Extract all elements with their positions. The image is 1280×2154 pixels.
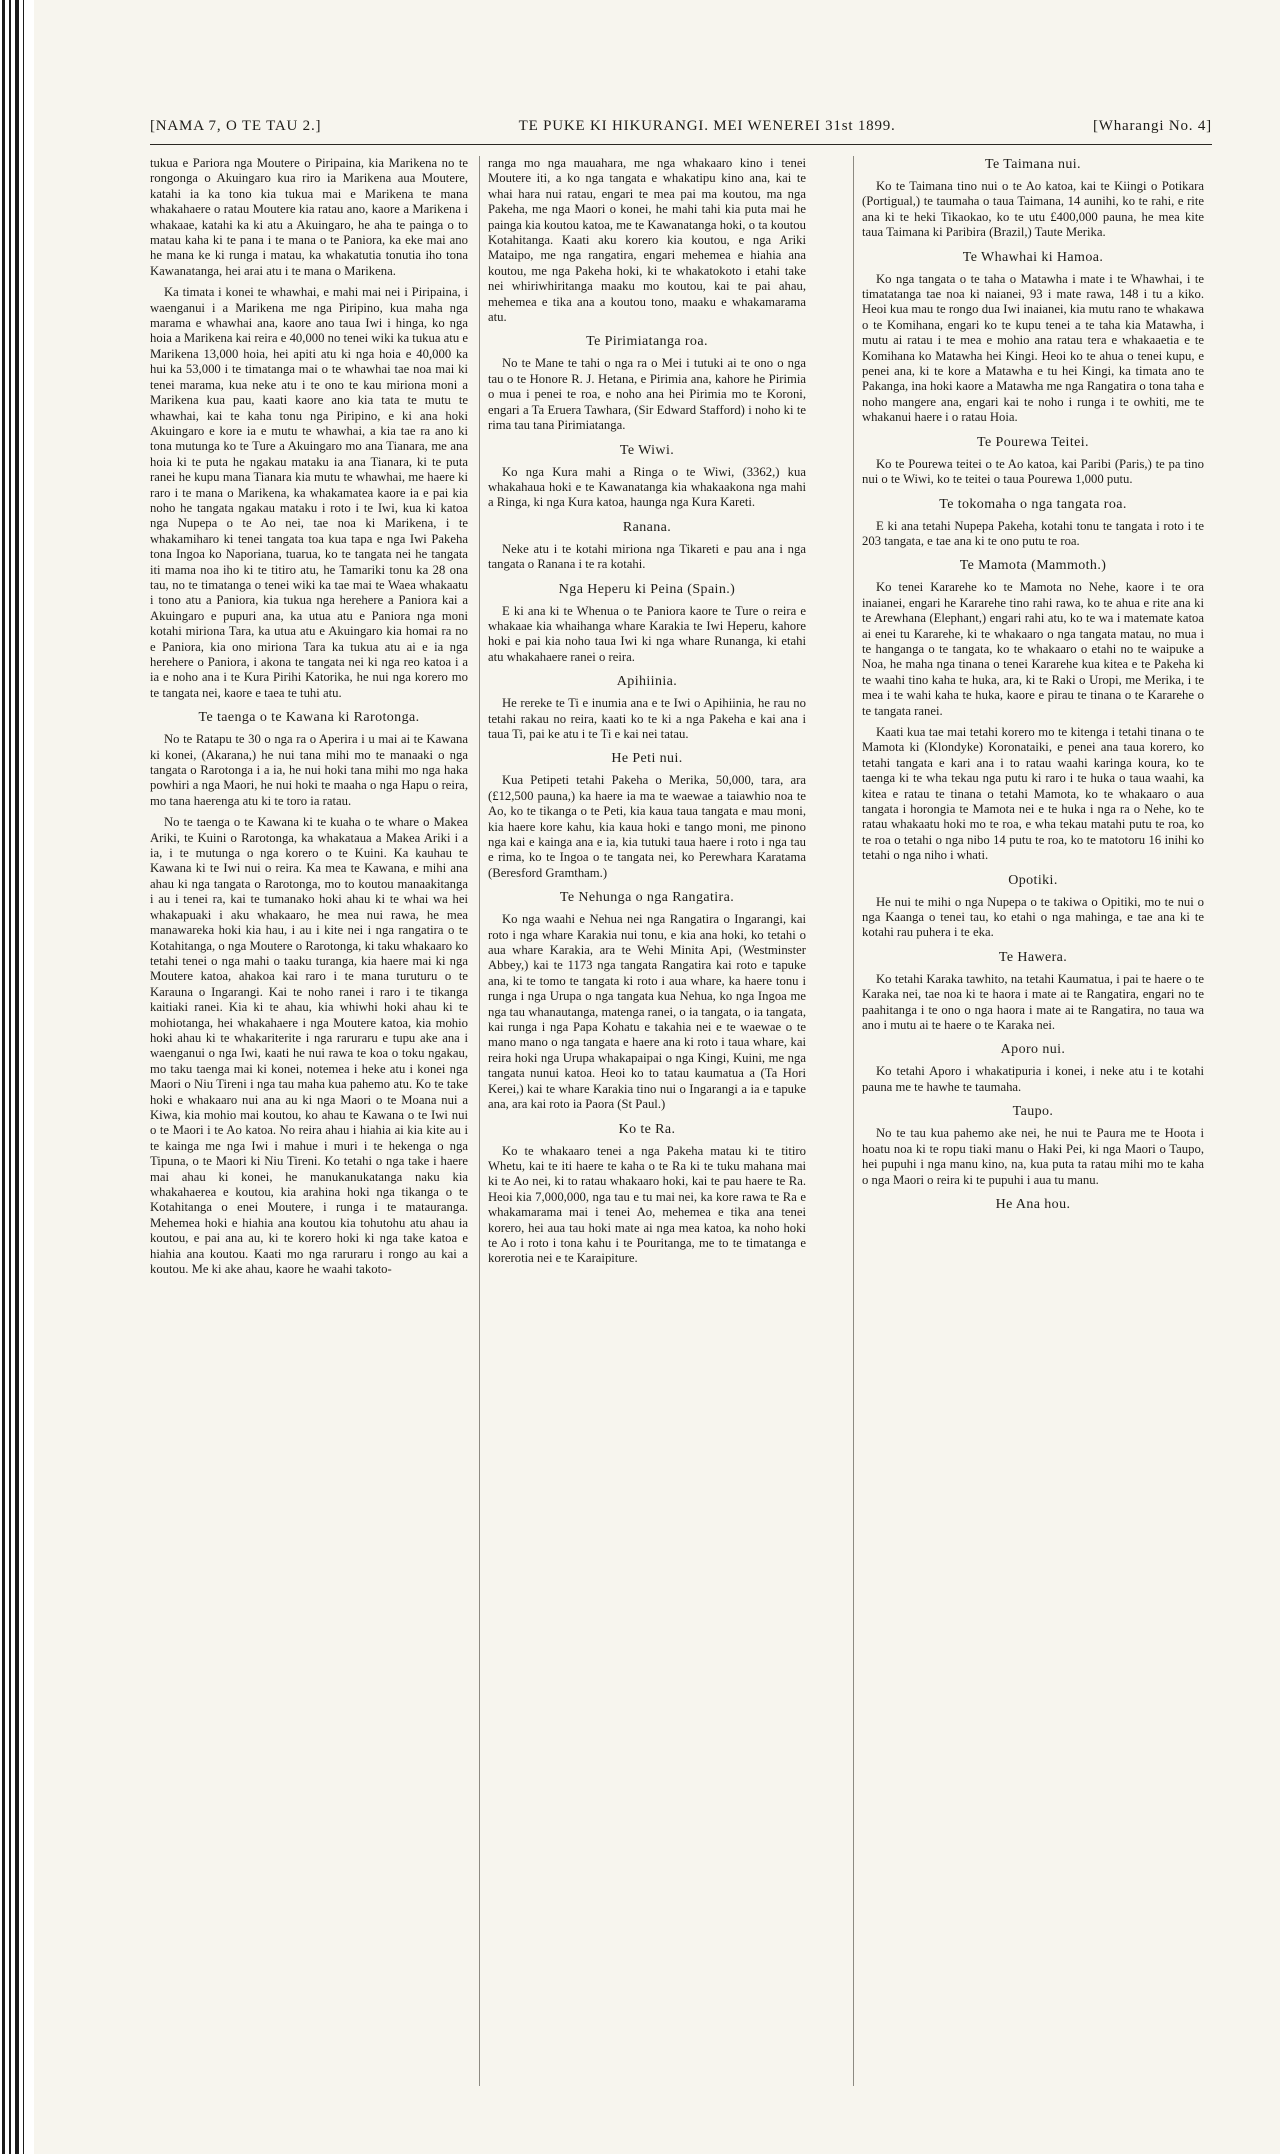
binding-line [15,0,19,2154]
closing-line: He Ana hou. [995,1196,1071,1212]
article-paragraph: Ko te Pourewa teitei o te Ao katoa, kai Paribi (Paris,) te pa tino nui o te Wiwi, ko te teitei o taua Pourewa 1,000 putu. [862,456,1204,487]
article-paragraph: Ko nga waahi e Nehua nei nga Rangatira o Ingarangi, kai roto i nga whare Karakia nui tonu, e kia ana hoki, ko tetahi o aua whare Karakia, ara te Wehi Minita Api, (Westminster Abbey,) kai te 1173 nga tangata Rangatira kai roto e tapuke ana, ki te tomo te tangata ki roto i aua whare, ka haere tonu i runga i nga Urupa o nga tangata kua Nehua, ko nga Ingoa me nga tau whanautanga, matenga ranei, o ia tangata, o ia tangata, kai runga i nga Papa Kohatu e takahia nei e te waewae o te mano mano o nga tangata e haere ana ki roto i taua whare, kai reira hoki nga Urupa whakapaipai o nga Kingi, Kuini, me nga tangata nunui katoa. Heoi ko to tatau kaumatua a (Ta Hori Kerei,) kai te whare Karakia tino nui o Ingarangi a ia e tapuke ana, ara kai roto ia Paora (St Paul.) [488,912,806,1112]
header-rule [150,144,1212,145]
article-paragraph: E ki ana ki te Whenua o te Paniora kaore te Ture o reira e whakaae kia whaihanga whare Karakia te Iwi Heperu, kahore hoki e pai kia noho taua Iwi ki nga whare Runanga, ki etahi atu whakahaere ranei o reira. [488,603,806,664]
section-heading: Te Nehunga o nga Rangatira. [559,890,735,906]
article-paragraph: Ko te Taimana tino nui o te Ao katoa, kai te Kiingi o Potikara (Portigual,) te taumaha o taua Taimana, 14 aunihi, ko te rahi, e rite ana ki te heki Tikaokao, ko te utu £400,000 pauna, he mea kite taua Taimana ki Paribira (Brazil,) Taute Merika. [862,179,1204,240]
article-paragraph: Ko tenei Kararehe ko te Mamota no Nehe, kaore i te ora inaianei, engari he Kararehe tino rahi rawa, ko te ahua e rite ana ki te Arewhana (Elephant,) engari rahi atu, ko te wa i matemate katoa ai enei tu Kararehe, ki te whakaaro o nga tangata matau, no mua i te hanganga o te tangata, ko te whakaaro o etahi no te waipuke a Noa, he maha nga tinana o tenei Kararehe kua kitea e te Pakeha ki te waahi tino kaha te huka, ara, ki te Raki o Uropi, me Merika, i te mea i te wahi kaha te huka, kaore e pirau te tinana o te Kararehe o te tangata ranei. [862,580,1204,718]
article-paragraph: Ko tetahi Karaka tawhito, na tetahi Kaumatua, i pai te haere o te Karaka nei, tae noa ki te haora i mate ai te Rangatira, engari no te paahitanga i te ono o nga haora i mate ai te Rangatira, no taua wa ano i mutu ai te haere o te Karaka nei. [862,971,1204,1033]
article-paragraph: Neke atu i te kotahi miriona nga Tikareti e pau ana i nga tangata o Ranana i te ra kotahi. [488,541,806,572]
section-heading: Te Wiwi. [619,442,675,458]
section-heading: Te Whawhai ki Hamoa. [962,249,1104,265]
section-heading: Aporo nui. [1000,1042,1066,1058]
section-heading: Te Mamota (Mammoth.) [959,558,1107,574]
column-3 [862,156,1204,1219]
article-paragraph: No te tau kua pahemo ake nei, he nui te Paura me te Hoota i hoatu noa ki te ropu tiaki manu o Haki Pei, ki nga Maori o Taupo, hei pupuhi i nga manu kino, na, kua puta ta ratau mihi mo te kaha o nga Maori o reira ki te pupuhi i aua tu manu. [862,1126,1204,1187]
article-paragraph: He nui te mihi o nga Nupepa o te takiwa o Opitiki, mo te nui o nga Kaanga o tenei tau, ko etahi o nga mahinga, e tae ana ki te kotahi rau puhera i te eka. [862,894,1204,940]
section-heading: Taupo. [1012,1104,1054,1120]
article-paragraph: Ka timata i konei te whawhai, e mahi mai nei i Piripaina, i waenganui i a Marikena me nga Piripino, kua maha nga marama e whawhai ana, kaore ano taua Iwi i hinga, ko nga hoia a Marikena kai reira e 40,000 no tenei wiki ka tukua atu e Marikena 13,000 hoia, hei apiti atu ki nga hoia e 40,000 ka hui ka 53,000 i te timatanga mai o te whawhai tae noa mai ki tenei marama, kua neke atu i te ono te kau miriona moni a Marikena kua pau, kaati kaore ano kia tata te mutu te whawhai, kai te kaha tonu nga Piripino, e ki ana hoki Akuingaro e kore ia e mutu te whawhai, a kia tae ra ano ki tona mutunga ko te Ture a Akuingaro mo ana Tianara, me ana hoia ki te puta he ngakau mataku ia ana Tianara, ki te puta ranei he kupu mana Tianara kia mutu te whawhai, me haere ki raro i te mana o Marikena, ka whakamatea kaore ia e pai kia noho he tangata ngakau mataku i roto i te Iwi, kua ki katoa nga Nupepa o te Ao nei, tae noa ki Marikena, i te whakamiharo ki tenei tangata toa kua tapa e nga Iwi Pakeha tona Ingoa ko Naporiana, tuarua, ko te tangata nei he tangata iti mama noa iho ki te titiro atu, he Tamariki tonu ka 28 ona tau, no te timatanga o tenei wiki ka tae mai te Waea whakaatu i tono atu a Paniora, kia tukua nga herehere a Paniora kai a Akuingaro e pupuri ana, ka utua atu e Paniora nga moni kotahi miriona Tara, ka utua atu e Akuingaro kia homai ra no e Paniora, kia ono miriona Tara ka tukua atu ai e ia nga herehere o Paniora, i akona te tangata nei ki nga reo katoa i a ia e noho ana i te Kura Pirihi Katorika, he nui nga korero mo te tangata nei, kaore e taea te tuhi atu. [150,285,468,700]
section-heading: Te Hawera. [998,949,1068,965]
article-paragraph: No te taenga o te Kawana ki te kuaha o te whare o Makea Ariki, te Kuini o Rarotonga, ka whakataua a Makea Ariki i a ia, i te mutunga o nga korero o te Kuini. Ka kauhau te Kawana ki te Iwi nui o reira. Ka mea te Kawana, e mihi ana ahau ki nga tangata o Rarotonga, mo to koutou manaakitanga i au i tenei ra, kai te tumanako hoki ahau ki te whai wa hei whakapuaki i aku whakaaro, he mea nui rawa, he mea manawareka hoki kia hau, i au i kite nei i nga rangatira o te Kotahitanga, o nga Moutere o Rarotonga, ki taku whakaaro ko tetahi tenei o nga mahi o taaku turanga, kia haere mai ki nga Moutere katoa, ahakoa kai raro i te mana turuturu o te Karauna o Ingarangi. Kai te noho ranei i raro i te tikanga kaitiaki ranei. Kia ki te ahau, kia whiwhi hoki ahau ki te mohiotanga, hei whakahaere i nga Moutere katoa, kia mohio hoki ahau ki te whakariterite i nga raruraru e tupu ake ana i waenganui o nga Iwi, kaati he nui rawa te koa o toku ngakau, mo taku taenga mai ki konei, notemea i heke atu i konei nga Maori o Niu Tireni i nga tau maha kua pahemo atu. Ko te take hoki e whakaaro nui ana au ki nga Maori o te Moana nui a Kiwa, kia mohio mai koutou, ko ahau te Kawana o te Iwi nui o te Maori i te Ao katoa. No reira ahau i hiahia ai kia kite au i te kainga me nga Iwi i mahue i muri i te hekenga o nga Tipuna, o te Maori ki Niu Tireni. Ko tetahi o nga take i haere mai ahau ki konei, he manukanukatanga naku kia whakahaerea e koutou, kia arahina hoki nga tikanga o te Kotahitanga o enei Moutere, i runga i te matauranga. Mehemea hoki e hiahia ana koutou kia tohutohu atu ahau ia koutou, e pai ana au, ki te korero hoki ki nga take katoa e hiahia ana koutou. Kaati mo nga raruraru i rongo au kai a koutou. Me ki ake ahau, kaore he waahi takoto- [150,815,468,1277]
binding-line [23,0,24,2154]
masthead-title: TE PUKE KI HIKURANGI. MEI WENEREI 31st 1899. [518,118,896,134]
article-paragraph: tukua e Pariora nga Moutere o Piripaina, kia Marikena no te rongonga o Akuingaro kua riro ia Marikena aua Moutere, katahi ia ka tono kia tukua mai e Marikena te mana whakahaere o ratau Moutere kia ratau ano, kaore a Marikena i whakaae, katahi ka ki atu a Akuingaro, he aha te painga o to matau kaha ki te pana i te mana o te Paniora, ka eke mai ano he mana ke ki runga i matau, ka whakatutia tonutia iho tona Kawanatanga, hei arai atu i te mana o Marikena. [150,156,468,278]
column-divider [853,156,854,2086]
page-header [150,118,1212,142]
article-paragraph: No te Ratapu te 30 o nga ra o Aperira i u mai ai te Kawana ki konei, (Akarana,) he nui tana mihi mo te manaaki o nga tangata o Rarotonga i a ia, he nui hoki tana mihi mo nga haka powhiri a nga Maori, he nui hoki te maaha o nga Hapu o reira, mo tana haerenga atu ki te toro ia ratau. [150,732,468,808]
article-paragraph: E ki ana tetahi Nupepa Pakeha, kotahi tonu te tangata i roto i te 203 tangata, e tae ana ki te ono putu te roa. [862,518,1204,548]
column-divider [479,156,480,2086]
article-paragraph: Ko te whakaaro tenei a nga Pakeha matau ki te titiro Whetu, kai te iti haere te kaha o te Ra ki te tuku mahana mai ki te Ao nei, ki to ratau whakaaro hoki, kai te pau haere te Ra. Heoi kia 7,000,000, nga tau e tu mai nei, ka kore rawa te Ra e whakamarama mai i tenei Ao, mehemea e tika ana tenei korero, hei aua tau hoki mate ai nga mea katoa, ka noho hoki te Ao i roto i tona kahu i te Pouritanga, me to te timatanga e korerotia nei e te Karaipiture. [488,1143,806,1266]
section-heading: Te Pirimiatanga roa. [586,334,708,350]
article-paragraph: ranga mo nga mauahara, me nga whakaaro kino i tenei Moutere iti, a ko nga tangata e whakatipu kino ana, kai te whai hara nui ratau, engari te mea pai ma koutou, ma nga Pakeha, me nga Maori o konei, he mahi tahi kia puta mai he painga kia koutou katoa, me te Kawanatanga hoki, o ta koutou Kotahitanga. Kaati aku korero kia koutou, e nga Ariki Mataipo, me nga rangatira, engari mehemea e hiahia ana koutou, me nga Pakeha hoki, ki te whakatokoto i etahi take nei whiriwhiritanga maaku mo koutou, kai te pai ahau, mehemea e tika ana a koutou tono, maaku e whakamarama atu. [488,156,806,325]
binding-line [2,0,5,2154]
column-1 [150,156,468,1283]
article-paragraph: No te Mane te tahi o nga ra o Mei i tutuki ai te ono o nga tau o te Honore R. J. Hetana, e Pirimia ana, kahore he Pirimia o mua i penei te roa, e noho ana hei Pirimia mo te Koroni, engari a Ta Eruera Tawhara, (Sir Edward Stafford) i noho ki te rima tau tana Pirimiatanga. [488,356,806,433]
article-paragraph: Ko tetahi Aporo i whakatipuria i konei, i neke atu i te kotahi pauna me te hawhe te taumaha. [862,1064,1204,1094]
section-heading: Te Taimana nui. [985,157,1081,172]
section-heading: Nga Heperu ki Peina (Spain.) [558,581,736,597]
section-heading: Te taenga o te Kawana ki Rarotonga. [198,710,420,726]
page-binding-edge [0,0,34,2154]
section-heading: Ranana. [622,519,672,535]
binding-line [9,0,11,2154]
section-heading: Opotiki. [1008,872,1058,888]
page-number: [Wharangi No. 4] [1092,118,1212,134]
section-heading: Te Pourewa Teitei. [977,434,1089,450]
article-paragraph: Ko nga tangata o te taha o Matawha i mate i te Whawhai, i te timatatanga tae noa ki naianei, 93 i mate rawa, 148 i tu a kiko. Heoi kua mau te rongo dua Iwi inaianei, kia mutu rano te whakawa o te Komihana, engari ko te kupu tenei a te taha kia Matawha, i mutu ai ratau i te mea e mohio ana ratau tera e whakaaetia e te Komihana ko Matawha hei Kingi. Heoi ko te ahua o tenei kupu, e penei ana, ki te kore a Matawha e tu hei Kingi, ka timata ano te Pakanga, ina hoki kaore a Matawha me nga Rangatira o tona taha e noho mangere ana, engari kai te noho i runga i te owhiti, me te whakanui haere i o ratau Hoia. [862,271,1204,425]
issue-number: [NAMA 7, O TE TAU 2.] [150,118,322,134]
article-paragraph: Kaati kua tae mai tetahi korero mo te kitenga i tetahi tinana o te Mamota ki (Klondyke) Koronataiki, e penei ana taua korero, ko tetahi tangata e kari ana i to ratau waahi karinga koura, ko te taenga ki te wha tekau nga putu ki raro i te huka o taua waahi, ka kitea e ratau te tinana o tetahi Mamota, ko te whakaaro o aua tangata i horongia te Mamota nei e te huka i nga ra o Nehe, ko te ratau whakaatu hoki mo te roa, e wha tekau matahi putu te roa, ko te roa o tetahi o nga nibo 14 putu te roa, ko te matotoru 16 inihi ko tetahi o nga niho i whati. [862,724,1204,863]
section-heading: He Peti nui. [611,751,683,767]
section-heading: Te tokomaha o nga tangata roa. [939,496,1127,512]
article-paragraph: Ko nga Kura mahi a Ringa o te Wiwi, (3362,) kua whakahaua hoki e te Kawanatanga kia whakaakona nga mahi a Ringa, ki nga Kura katoa, haunga nga Kura Kareti. [488,464,806,510]
column-2 [488,156,806,1273]
newspaper-page [150,110,1212,2090]
section-heading: Apihiinia. [616,674,678,690]
section-heading: Ko te Ra. [618,1121,676,1137]
article-paragraph: Kua Petipeti tetahi Pakeha o Merika, 50,000, tara, ara (£12,500 pauna,) ka haere ia ma te waewae a taiawhio noa te Ao, ko te tikanga o te Peti, kia kaua taua tangata e mau moni, kia haere kore kahu, kia kaua hoki e tango moni, me pinono nga kai e kainga ana e ia, kia tutuki taua haere i roto i nga tau e rima, ko te Ingoa o te tangata nei, ko Perewhara Karatama (Beresford Gramtham.) [488,773,806,880]
article-paragraph: He rereke te Ti e inumia ana e te Iwi o Apihiinia, he rau no tetahi rakau no reira, kaati ko te ki a nga Pakeha e kai ana i taua Ti, pai ke atu i te Ti e kai nei tatau. [488,696,806,741]
